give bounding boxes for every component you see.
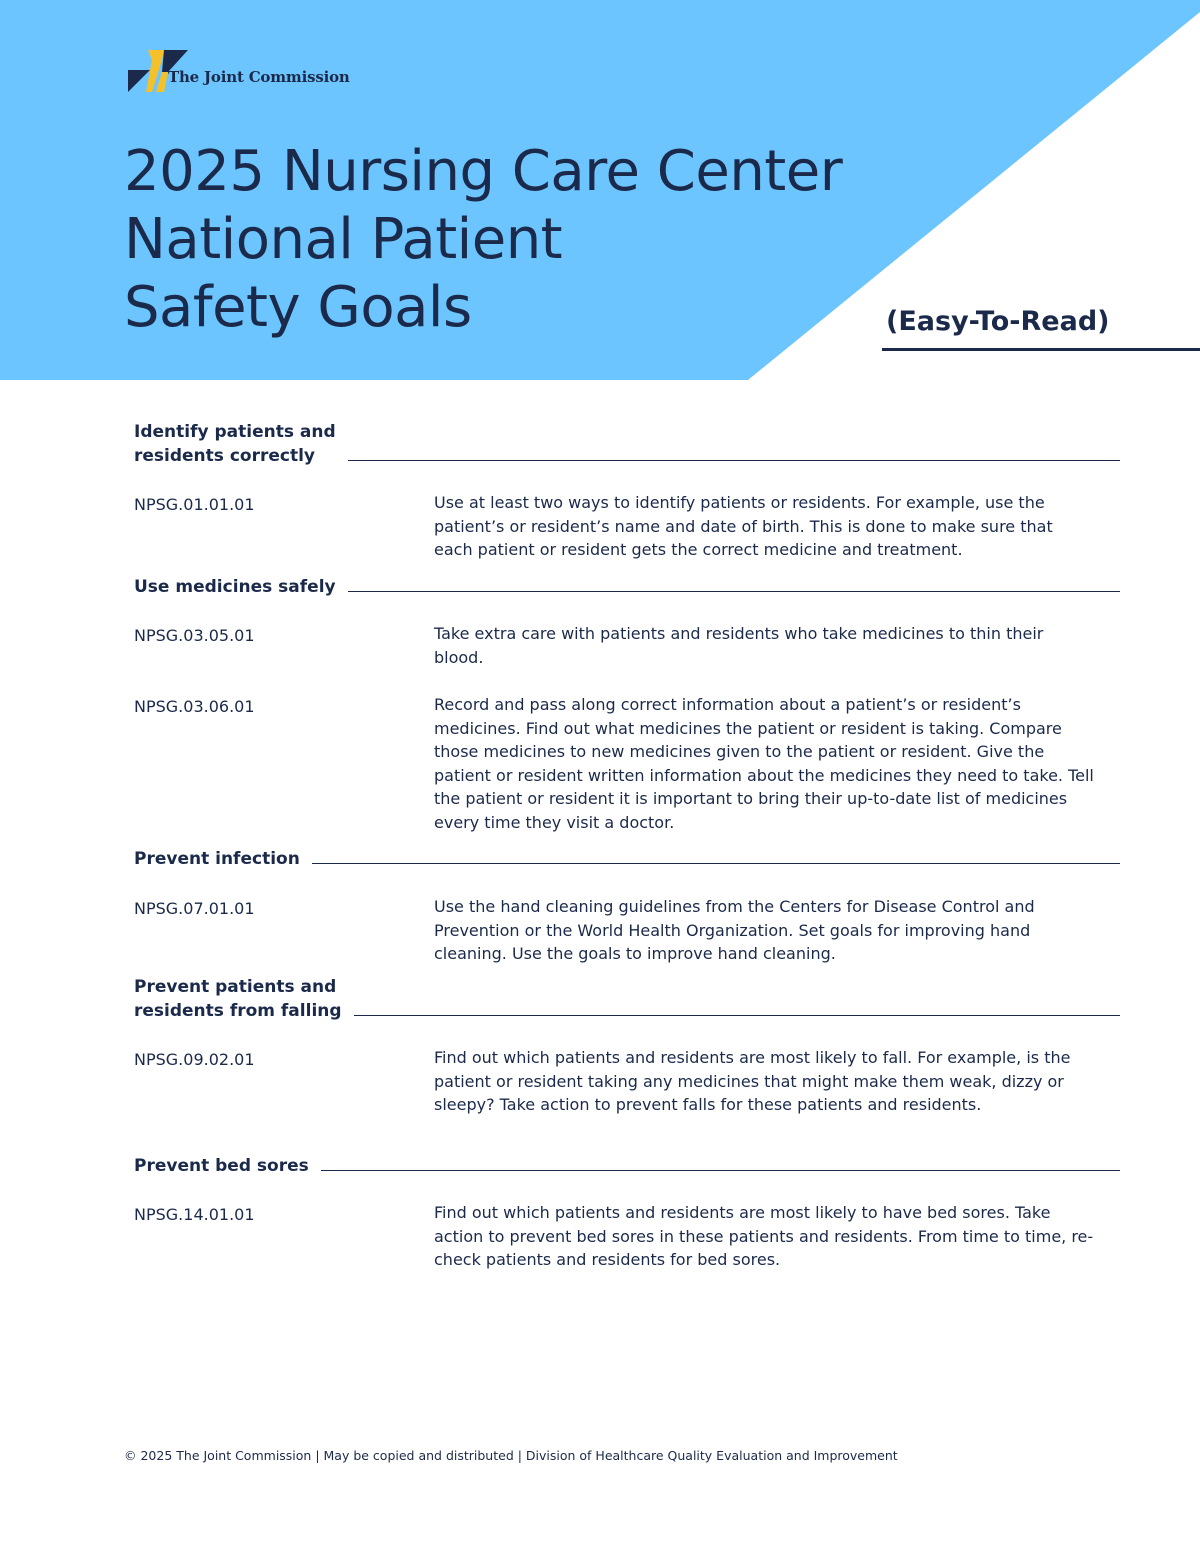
requirement-code: NPSG.03.05.01 (134, 626, 255, 645)
requirement-code: NPSG.03.06.01 (134, 697, 255, 716)
goal-section-medicines (134, 575, 1120, 599)
goal-title: Prevent patients and residents from falling (134, 975, 354, 1023)
requirement-text: Record and pass along correct information about a patient’s or resident’s medicines. Find out what medicines the patient or resident is taking. Compare those medicines to new medicines given to the patient or resident. Give the patient or resident written information about the medicines they need to take. Tell the patient or resident it is important to bring their up-to-date list of medicines every time they visit a doctor. (434, 695, 1094, 832)
goal-section-infection (134, 847, 1120, 871)
goal-section-bed-sores (134, 1154, 1120, 1178)
page-title-line-3: Safety Goals (124, 275, 472, 340)
goal-title: Use medicines safely (134, 575, 348, 599)
goal-title: Prevent bed sores (134, 1154, 321, 1178)
goal-heading-row (134, 1154, 1120, 1178)
requirement-code: NPSG.14.01.01 (134, 1205, 255, 1224)
goal-section-identify (134, 420, 1120, 468)
goal-divider (321, 1170, 1120, 1171)
joint-commission-logo (128, 50, 350, 92)
requirement-code: NPSG.07.01.01 (134, 899, 255, 918)
subtitle-underline (882, 348, 1200, 351)
footer-copyright: © 2025 The Joint Commission | May be copied and distributed | Division of Healthcare Quality Evaluation and Improvement (124, 1448, 898, 1463)
requirement-code: NPSG.01.01.01 (134, 495, 255, 514)
goal-section-falls (134, 975, 1120, 1023)
goal-divider (348, 591, 1120, 592)
logo-wordmark: The Joint Commission (168, 68, 350, 86)
easy-to-read-label: (Easy-To-Read) (886, 306, 1110, 337)
page-title (124, 138, 842, 342)
goal-title: Identify patients and residents correctly (134, 420, 348, 468)
goal-title: Prevent infection (134, 847, 312, 871)
requirement-text: Use at least two ways to identify patients or residents. For example, use the patient’s or resident’s name and date of birth. This is done to make sure that each patient or resident gets the correct medicine and treatment. (434, 493, 1053, 559)
goal-heading-row (134, 575, 1120, 599)
page-title-line-1: 2025 Nursing Care Center (124, 139, 843, 204)
goal-divider (348, 460, 1120, 461)
goal-divider (312, 863, 1120, 864)
requirement-text: Find out which patients and residents are most likely to have bed sores. Take action to prevent bed sores in these patients and residents. From time to time, re-check patients and residents for bed sores. (434, 1203, 1094, 1269)
goal-heading-row (134, 420, 1120, 468)
requirement-code: NPSG.09.02.01 (134, 1050, 255, 1069)
goal-divider (354, 1015, 1120, 1016)
goal-heading-row (134, 847, 1120, 871)
goal-heading-row (134, 975, 1120, 1023)
requirement-text: Find out which patients and residents are most likely to fall. For example, is the patient or resident taking any medicines that might make them weak, dizzy or sleepy? Take action to prevent falls for these patients and residents. (434, 1048, 1071, 1114)
requirement-text: Use the hand cleaning guidelines from the Centers for Disease Control and Prevention or the World Health Organization. Set goals for improving hand cleaning. Use the goals to improve hand cleaning. (434, 897, 1035, 963)
page-title-line-2: National Patient (124, 207, 563, 272)
requirement-text: Take extra care with patients and residents who take medicines to thin their blood. (434, 624, 1044, 667)
